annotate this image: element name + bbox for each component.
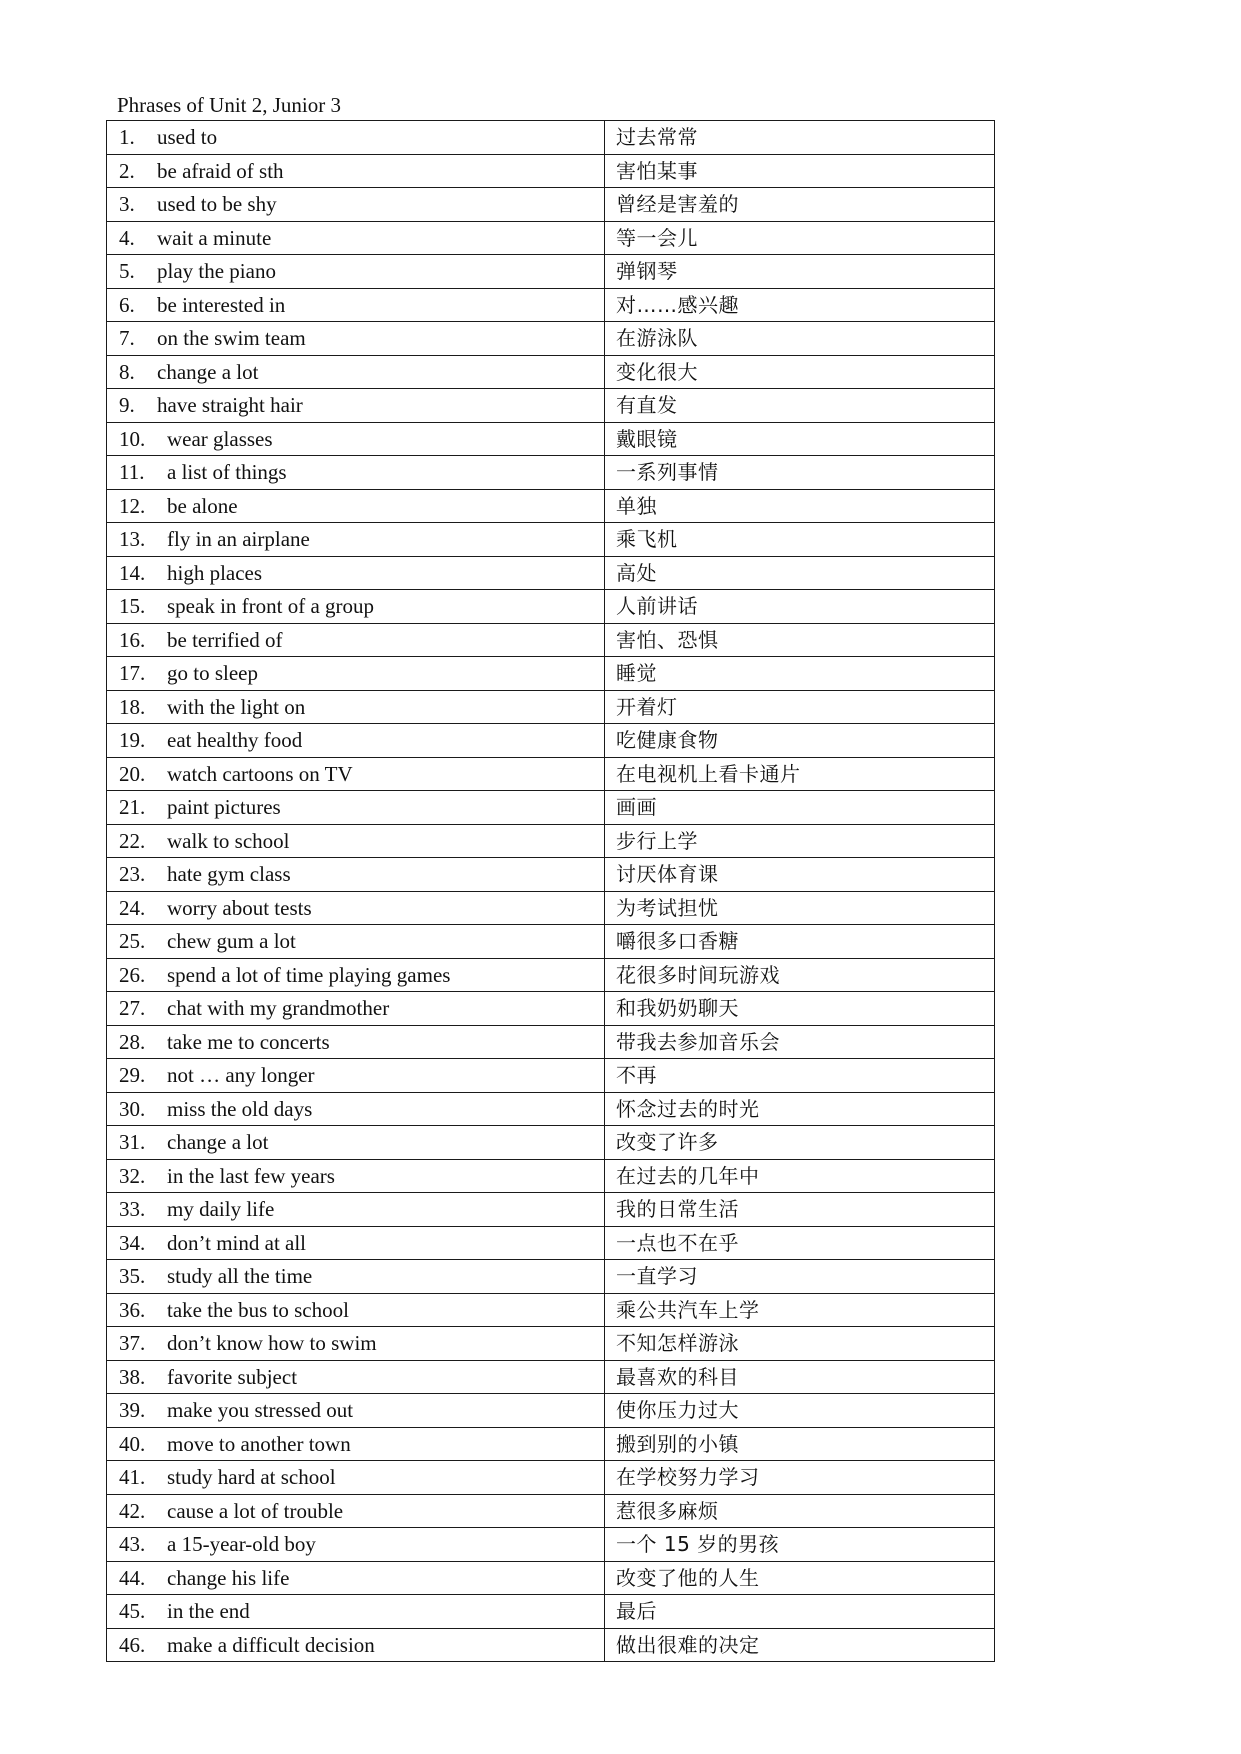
english-phrase: change a lot bbox=[157, 359, 259, 384]
table-row bbox=[107, 1293, 995, 1327]
table-row bbox=[107, 456, 995, 490]
english-phrase-cell bbox=[107, 858, 605, 892]
table-row bbox=[107, 958, 995, 992]
row-number: 46. bbox=[119, 1632, 146, 1657]
english-phrase: not … any longer bbox=[167, 1063, 315, 1088]
english-phrase: make a difficult decision bbox=[167, 1632, 375, 1657]
chinese-translation-cell: 最后 bbox=[605, 1595, 995, 1629]
english-phrase-cell bbox=[107, 1360, 605, 1394]
chinese-translation-cell: 改变了他的人生 bbox=[605, 1561, 995, 1595]
table-row bbox=[107, 623, 995, 657]
row-number: 20. bbox=[119, 761, 146, 786]
english-phrase-cell bbox=[107, 523, 605, 557]
chinese-translation-cell: 怀念过去的时光 bbox=[605, 1092, 995, 1126]
row-number: 44. bbox=[119, 1565, 146, 1590]
row-number: 29. bbox=[119, 1063, 146, 1088]
english-phrase-cell bbox=[107, 288, 605, 322]
row-number: 23. bbox=[119, 862, 146, 887]
chinese-translation-cell: 吃健康食物 bbox=[605, 724, 995, 758]
chinese-translation-cell: 使你压力过大 bbox=[605, 1394, 995, 1428]
table-row bbox=[107, 590, 995, 624]
english-phrase: go to sleep bbox=[167, 661, 258, 686]
english-phrase: wait a minute bbox=[157, 225, 272, 250]
english-phrase-cell bbox=[107, 1461, 605, 1495]
row-number: 22. bbox=[119, 828, 146, 853]
english-phrase: chat with my grandmother bbox=[167, 996, 390, 1021]
row-number: 2. bbox=[119, 158, 135, 183]
english-phrase: a 15-year-old boy bbox=[167, 1532, 316, 1557]
chinese-translation-cell: 做出很难的决定 bbox=[605, 1628, 995, 1662]
english-phrase-cell bbox=[107, 1260, 605, 1294]
table-row bbox=[107, 389, 995, 423]
row-number: 12. bbox=[119, 493, 146, 518]
chinese-translation-cell: 一个 15 岁的男孩 bbox=[605, 1528, 995, 1562]
english-phrase-cell bbox=[107, 1293, 605, 1327]
chinese-translation-cell: 搬到别的小镇 bbox=[605, 1427, 995, 1461]
english-phrase: worry about tests bbox=[167, 895, 312, 920]
row-number: 17. bbox=[119, 661, 146, 686]
row-number: 25. bbox=[119, 929, 146, 954]
table-row bbox=[107, 489, 995, 523]
phrase-table-body bbox=[107, 121, 995, 1662]
chinese-translation-cell: 在过去的几年中 bbox=[605, 1159, 995, 1193]
english-phrase: don’t know how to swim bbox=[167, 1331, 377, 1356]
row-number: 24. bbox=[119, 895, 146, 920]
table-row bbox=[107, 858, 995, 892]
chinese-translation-cell: 惹很多麻烦 bbox=[605, 1494, 995, 1528]
english-phrase: miss the old days bbox=[167, 1096, 313, 1121]
row-number: 7. bbox=[119, 326, 135, 351]
table-row bbox=[107, 992, 995, 1026]
english-phrase-cell bbox=[107, 657, 605, 691]
row-number: 15. bbox=[119, 594, 146, 619]
chinese-translation-cell: 过去常常 bbox=[605, 121, 995, 155]
row-number: 9. bbox=[119, 393, 135, 418]
english-phrase-cell bbox=[107, 1528, 605, 1562]
chinese-translation-cell: 等一会儿 bbox=[605, 221, 995, 255]
row-number: 19. bbox=[119, 728, 146, 753]
table-row bbox=[107, 422, 995, 456]
row-number: 26. bbox=[119, 962, 146, 987]
chinese-translation-cell: 开着灯 bbox=[605, 690, 995, 724]
table-row bbox=[107, 1327, 995, 1361]
english-phrase-cell bbox=[107, 1159, 605, 1193]
row-number: 13. bbox=[119, 527, 146, 552]
chinese-translation-cell: 最喜欢的科目 bbox=[605, 1360, 995, 1394]
row-number: 6. bbox=[119, 292, 135, 317]
english-phrase: be terrified of bbox=[167, 627, 283, 652]
table-row bbox=[107, 322, 995, 356]
table-row bbox=[107, 1394, 995, 1428]
row-number: 27. bbox=[119, 996, 146, 1021]
chinese-translation-cell: 对……感兴趣 bbox=[605, 288, 995, 322]
english-phrase-cell bbox=[107, 757, 605, 791]
english-phrase: high places bbox=[167, 560, 263, 585]
chinese-translation-cell: 弹钢琴 bbox=[605, 255, 995, 289]
english-phrase-cell bbox=[107, 221, 605, 255]
table-row bbox=[107, 1561, 995, 1595]
chinese-translation-cell: 曾经是害羞的 bbox=[605, 188, 995, 222]
table-row bbox=[107, 1628, 995, 1662]
table-row bbox=[107, 288, 995, 322]
english-phrase-cell bbox=[107, 1394, 605, 1428]
chinese-translation-cell: 睡觉 bbox=[605, 657, 995, 691]
english-phrase-cell bbox=[107, 1126, 605, 1160]
english-phrase-cell bbox=[107, 1494, 605, 1528]
table-row bbox=[107, 824, 995, 858]
english-phrase: spend a lot of time playing games bbox=[167, 962, 451, 987]
english-phrase: change a lot bbox=[167, 1130, 269, 1155]
chinese-translation-cell: 一系列事情 bbox=[605, 456, 995, 490]
row-number: 36. bbox=[119, 1297, 146, 1322]
table-row bbox=[107, 925, 995, 959]
chinese-translation-cell: 一直学习 bbox=[605, 1260, 995, 1294]
table-row bbox=[107, 1461, 995, 1495]
english-phrase-cell bbox=[107, 121, 605, 155]
table-row bbox=[107, 1494, 995, 1528]
table-row bbox=[107, 556, 995, 590]
chinese-translation-cell: 一点也不在乎 bbox=[605, 1226, 995, 1260]
chinese-translation-cell: 不再 bbox=[605, 1059, 995, 1093]
row-number: 21. bbox=[119, 795, 146, 820]
english-phrase-cell bbox=[107, 355, 605, 389]
english-phrase: my daily life bbox=[167, 1197, 275, 1222]
table-row bbox=[107, 690, 995, 724]
chinese-translation-cell: 戴眼镜 bbox=[605, 422, 995, 456]
row-number: 45. bbox=[119, 1599, 146, 1624]
english-phrase: play the piano bbox=[157, 259, 276, 284]
english-phrase: take the bus to school bbox=[167, 1297, 349, 1322]
english-phrase: in the end bbox=[167, 1599, 250, 1624]
english-phrase-cell bbox=[107, 724, 605, 758]
english-phrase: with the light on bbox=[167, 694, 306, 719]
english-phrase-cell bbox=[107, 1327, 605, 1361]
english-phrase-cell bbox=[107, 1561, 605, 1595]
english-phrase-cell bbox=[107, 255, 605, 289]
chinese-translation-cell: 单独 bbox=[605, 489, 995, 523]
english-phrase-cell bbox=[107, 188, 605, 222]
english-phrase: study all the time bbox=[167, 1264, 313, 1289]
table-row bbox=[107, 891, 995, 925]
phrase-table bbox=[106, 120, 995, 1662]
english-phrase: make you stressed out bbox=[167, 1398, 354, 1423]
chinese-translation-cell: 在学校努力学习 bbox=[605, 1461, 995, 1495]
table-row bbox=[107, 121, 995, 155]
english-phrase: favorite subject bbox=[167, 1364, 298, 1389]
table-row bbox=[107, 1595, 995, 1629]
table-row bbox=[107, 791, 995, 825]
table-row bbox=[107, 1427, 995, 1461]
english-phrase-cell bbox=[107, 958, 605, 992]
english-phrase: watch cartoons on TV bbox=[167, 761, 353, 786]
chinese-translation-cell: 乘飞机 bbox=[605, 523, 995, 557]
english-phrase-cell bbox=[107, 992, 605, 1026]
chinese-translation-cell: 有直发 bbox=[605, 389, 995, 423]
english-phrase-cell bbox=[107, 590, 605, 624]
english-phrase: speak in front of a group bbox=[167, 594, 375, 619]
row-number: 35. bbox=[119, 1264, 146, 1289]
english-phrase-cell bbox=[107, 1226, 605, 1260]
chinese-translation-cell: 步行上学 bbox=[605, 824, 995, 858]
row-number: 18. bbox=[119, 694, 146, 719]
row-number: 33. bbox=[119, 1197, 146, 1222]
row-number: 4. bbox=[119, 225, 135, 250]
row-number: 39. bbox=[119, 1398, 146, 1423]
english-phrase: paint pictures bbox=[167, 795, 281, 820]
table-row bbox=[107, 221, 995, 255]
english-phrase-cell bbox=[107, 1092, 605, 1126]
table-row bbox=[107, 1528, 995, 1562]
english-phrase: wear glasses bbox=[167, 426, 273, 451]
english-phrase: be interested in bbox=[157, 292, 286, 317]
row-number: 14. bbox=[119, 560, 146, 585]
chinese-translation-cell: 花很多时间玩游戏 bbox=[605, 958, 995, 992]
english-phrase-cell bbox=[107, 556, 605, 590]
row-number: 42. bbox=[119, 1498, 146, 1523]
row-number: 32. bbox=[119, 1163, 146, 1188]
english-phrase: take me to concerts bbox=[167, 1029, 330, 1054]
english-phrase-cell bbox=[107, 1193, 605, 1227]
chinese-translation-cell: 高处 bbox=[605, 556, 995, 590]
chinese-translation-cell: 人前讲话 bbox=[605, 590, 995, 624]
english-phrase-cell bbox=[107, 389, 605, 423]
table-row bbox=[107, 1360, 995, 1394]
row-number: 41. bbox=[119, 1465, 146, 1490]
document-title: Phrases of Unit 2, Junior 3 bbox=[117, 93, 341, 117]
row-number: 40. bbox=[119, 1431, 146, 1456]
chinese-translation-cell: 讨厌体育课 bbox=[605, 858, 995, 892]
english-phrase-cell bbox=[107, 623, 605, 657]
row-number: 30. bbox=[119, 1096, 146, 1121]
chinese-translation-cell: 为考试担忧 bbox=[605, 891, 995, 925]
chinese-translation-cell: 变化很大 bbox=[605, 355, 995, 389]
table-row bbox=[107, 724, 995, 758]
english-phrase-cell bbox=[107, 791, 605, 825]
row-number: 8. bbox=[119, 359, 135, 384]
english-phrase-cell bbox=[107, 1427, 605, 1461]
english-phrase-cell bbox=[107, 1025, 605, 1059]
chinese-translation-cell: 画画 bbox=[605, 791, 995, 825]
table-row bbox=[107, 1226, 995, 1260]
chinese-translation-cell: 改变了许多 bbox=[605, 1126, 995, 1160]
english-phrase: on the swim team bbox=[157, 326, 306, 351]
english-phrase: eat healthy food bbox=[167, 728, 303, 753]
table-row bbox=[107, 1159, 995, 1193]
table-row bbox=[107, 154, 995, 188]
row-number: 16. bbox=[119, 627, 146, 652]
english-phrase: fly in an airplane bbox=[167, 527, 310, 552]
chinese-translation-cell: 在游泳队 bbox=[605, 322, 995, 356]
table-row bbox=[107, 255, 995, 289]
english-phrase: study hard at school bbox=[167, 1465, 336, 1490]
table-row bbox=[107, 1025, 995, 1059]
english-phrase: cause a lot of trouble bbox=[167, 1498, 344, 1523]
english-phrase: be alone bbox=[167, 493, 238, 518]
table-row bbox=[107, 188, 995, 222]
row-number: 34. bbox=[119, 1230, 146, 1255]
row-number: 5. bbox=[119, 259, 135, 284]
english-phrase: walk to school bbox=[167, 828, 290, 853]
row-number: 37. bbox=[119, 1331, 146, 1356]
english-phrase-cell bbox=[107, 322, 605, 356]
table-row bbox=[107, 1260, 995, 1294]
english-phrase-cell bbox=[107, 824, 605, 858]
english-phrase-cell bbox=[107, 422, 605, 456]
chinese-translation-cell: 带我去参加音乐会 bbox=[605, 1025, 995, 1059]
table-row bbox=[107, 1193, 995, 1227]
english-phrase-cell bbox=[107, 1628, 605, 1662]
table-row bbox=[107, 1059, 995, 1093]
row-number: 10. bbox=[119, 426, 146, 451]
english-phrase-cell bbox=[107, 891, 605, 925]
english-phrase: chew gum a lot bbox=[167, 929, 296, 954]
chinese-translation-cell: 我的日常生活 bbox=[605, 1193, 995, 1227]
table-row bbox=[107, 1126, 995, 1160]
table-row bbox=[107, 523, 995, 557]
row-number: 3. bbox=[119, 192, 135, 217]
english-phrase-cell bbox=[107, 925, 605, 959]
table-row bbox=[107, 657, 995, 691]
english-phrase: be afraid of sth bbox=[157, 158, 284, 183]
english-phrase-cell bbox=[107, 1595, 605, 1629]
english-phrase: used to be shy bbox=[157, 192, 277, 217]
chinese-translation-cell: 乘公共汽车上学 bbox=[605, 1293, 995, 1327]
english-phrase: hate gym class bbox=[167, 862, 291, 887]
row-number: 38. bbox=[119, 1364, 146, 1389]
chinese-translation-cell: 和我奶奶聊天 bbox=[605, 992, 995, 1026]
row-number: 11. bbox=[119, 460, 145, 485]
english-phrase-cell bbox=[107, 489, 605, 523]
english-phrase-cell bbox=[107, 1059, 605, 1093]
row-number: 1. bbox=[119, 125, 135, 150]
english-phrase-cell bbox=[107, 154, 605, 188]
english-phrase: a list of things bbox=[167, 460, 287, 485]
row-number: 43. bbox=[119, 1532, 146, 1557]
table-row bbox=[107, 757, 995, 791]
table-row bbox=[107, 1092, 995, 1126]
english-phrase: don’t mind at all bbox=[167, 1230, 307, 1255]
chinese-translation-cell: 害怕某事 bbox=[605, 154, 995, 188]
english-phrase-cell bbox=[107, 690, 605, 724]
chinese-translation-cell: 不知怎样游泳 bbox=[605, 1327, 995, 1361]
english-phrase: move to another town bbox=[167, 1431, 351, 1456]
table-row bbox=[107, 355, 995, 389]
chinese-translation-cell: 害怕、恐惧 bbox=[605, 623, 995, 657]
chinese-translation-cell: 在电视机上看卡通片 bbox=[605, 757, 995, 791]
english-phrase-cell bbox=[107, 456, 605, 490]
english-phrase: have straight hair bbox=[157, 393, 303, 418]
english-phrase: in the last few years bbox=[167, 1163, 335, 1188]
row-number: 28. bbox=[119, 1029, 146, 1054]
row-number: 31. bbox=[119, 1130, 146, 1155]
english-phrase: change his life bbox=[167, 1565, 290, 1590]
chinese-translation-cell: 嚼很多口香糖 bbox=[605, 925, 995, 959]
english-phrase: used to bbox=[157, 125, 218, 150]
